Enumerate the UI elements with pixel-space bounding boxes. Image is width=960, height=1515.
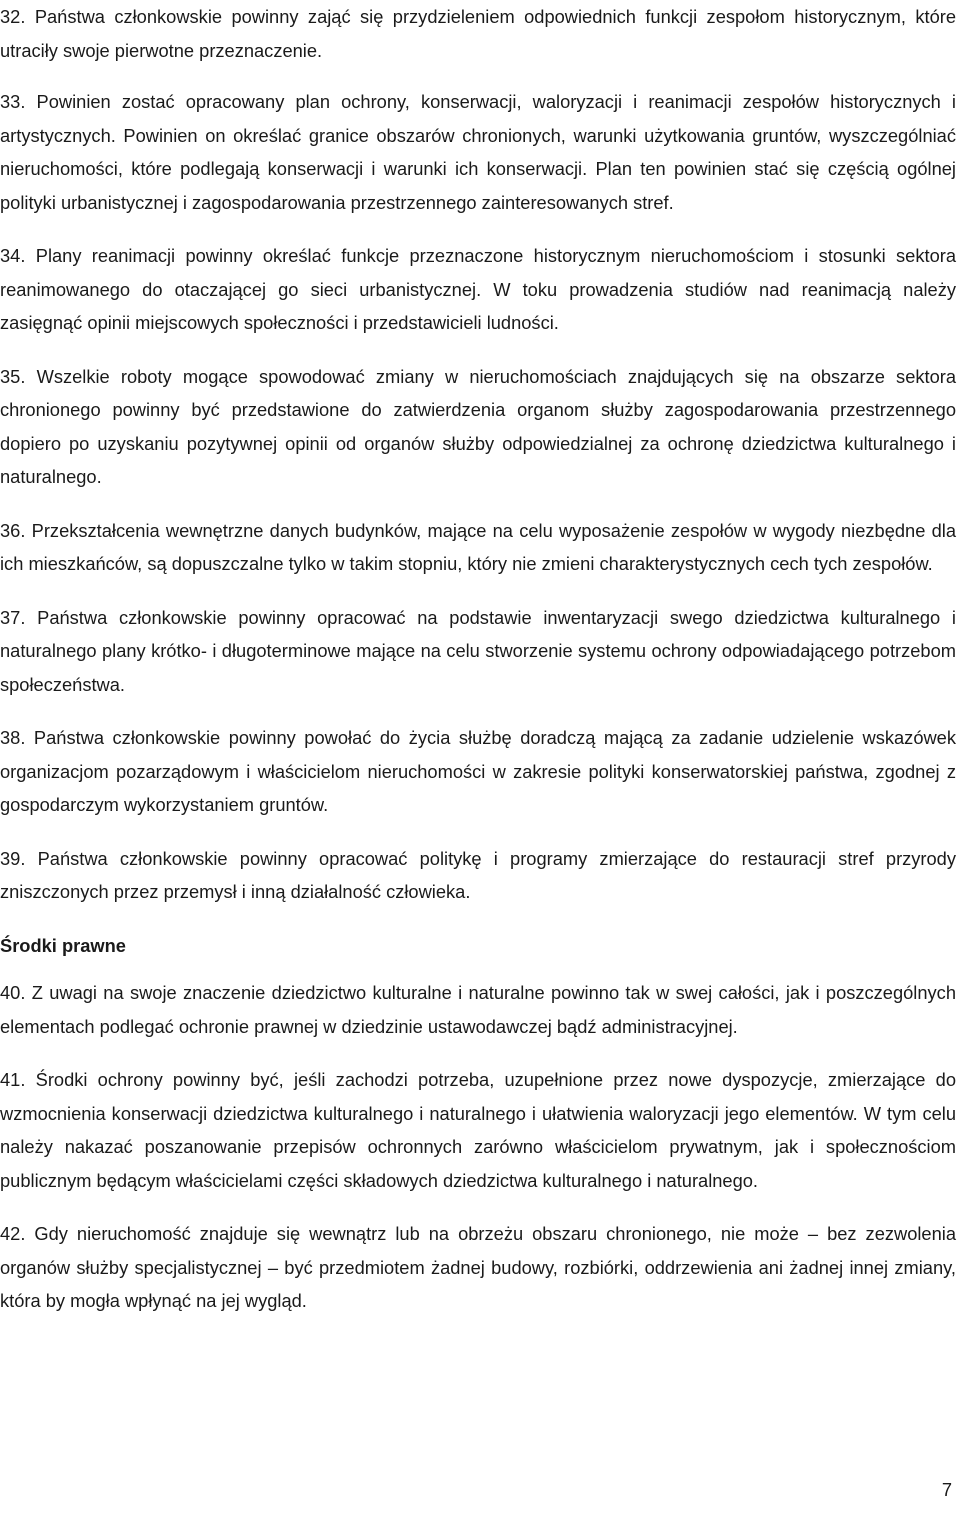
page-number: 7	[941, 1479, 952, 1500]
paragraph-33: 33. Powinien zostać opracowany plan ochrony, konserwacji, waloryzacji i reanimacji zespołów historycznych i artystycznych. Powinien on określać granice obszarów chronionych, warunki użytkowania gruntów, wyszczególniać nieruchomości, które podlegają konserwacji i warunki ich konserwacji. Plan ten powinien stać się częścią ogólnej polityki urbanistycznej i zagospodarowania przestrzennego zainteresowanych stref.	[0, 91, 956, 213]
paragraph-39: 39. Państwa członkowskie powinny opracować politykę i programy zmierzające do restauracji stref przyrody zniszczonych przez przemysł i inną działalność człowieka.	[0, 847, 956, 902]
paragraph-34: 34. Plany reanimacji powinny określać funkcje przeznaczone historycznym nieruchomościom i stosunki sektora reanimowanego do otaczającej go sieci urbanistycznej. W toku prowadzenia studiów nad reanimacją należy zasięgnąć opinii miejscowych społeczności i przedstawicieli ludności.	[0, 245, 956, 333]
paragraph-42: 42. Gdy nieruchomość znajduje się wewnątrz lub na obrzeżu obszaru chronionego, nie może – bez zezwolenia organów służby specjalistycznej – być przedmiotem żadnej budowy, rozbiórki, oddrzewienia ani żadnej innej zmiany, która by mogła wpłynąć na jej wygląd.	[0, 1223, 956, 1311]
paragraph-41: 41. Środki ochrony powinny być, jeśli zachodzi potrzeba, uzupełnione przez nowe dyspozycje, zmierzające do wzmocnienia konserwacji dziedzictwa kulturalnego i naturalnego i ułatwienia waloryzacji jego elementów. W tym celu należy nakazać poszanowanie przepisów ochronnych zarówno właścicielom prywatnym, jak i społecznościom publicznym będącym właścicielami części składowych dziedzictwa kulturalnego i naturalnego.	[0, 1069, 956, 1191]
paragraph-32: 32. Państwa członkowskie powinny zająć się przydzieleniem odpowiednich funkcji zespołom historycznym, które utraciły swoje pierwotne przeznaczenie.	[0, 6, 956, 61]
paragraph-40: 40. Z uwagi na swoje znaczenie dziedzictwo kulturalne i naturalne powinno tak w swej całości, jak i poszczególnych elementach podlegać ochronie prawnej w dziedzinie ustawodawczej bądź administracyjnej.	[0, 982, 956, 1037]
paragraph-38: 38. Państwa członkowskie powinny powołać do życia służbę doradczą mającą za zadanie udzielenie wskazówek organizacjom pozarządowym i właścicielom nieruchomości w zakresie polityki konserwatorskiej państwa, zgodnej z gospodarczym wykorzystaniem gruntów.	[0, 727, 956, 815]
paragraph-37: 37. Państwa członkowskie powinny opracować na podstawie inwentaryzacji swego dziedzictwa kulturalnego i naturalnego plany krótko- i długoterminowe mające na celu stworzenie systemu ochrony odpowiadającego potrzebom społeczeństwa.	[0, 606, 956, 695]
paragraph-36: 36. Przekształcenia wewnętrzne danych budynków, mające na celu wyposażenie zespołów w wygody niezbędne dla ich mieszkańców, są dopuszczalne tylko w takim stopniu, który nie zmieni charakterystycznych cech tych zespołów.	[0, 519, 956, 574]
paragraph-35: 35. Wszelkie roboty mogące spowodować zmiany w nieruchomościach znajdujących się na obszarze sektora chronionego powinny być przedstawione do zatwierdzenia organom służby zagospodarowania przestrzennego dopiero po uzyskaniu pozytywnej opinii od organów służby odpowiedzialnej za ochronę dziedzictwa kulturalnego i naturalnego.	[0, 365, 956, 487]
section-heading: Środki prawne	[0, 934, 126, 956]
